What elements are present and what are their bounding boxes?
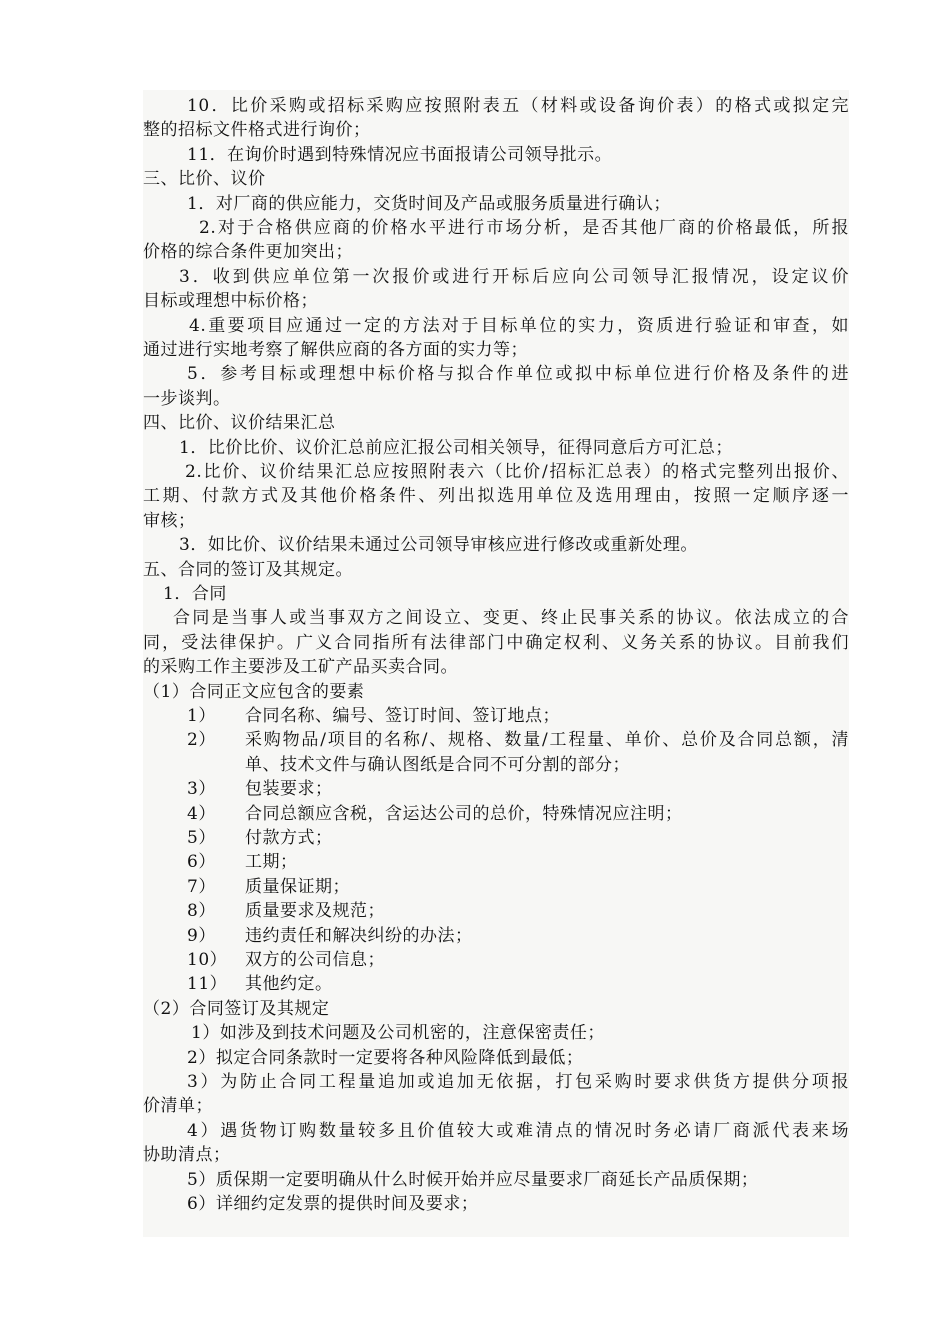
text-line — [143, 655, 849, 679]
text-line — [143, 1094, 849, 1118]
item-text: 工期； — [245, 852, 298, 873]
line-text: （1）合同正文应包含的要素 — [143, 681, 365, 702]
item-number: 3） — [187, 779, 216, 800]
line-text: 四、比价、议价结果汇总 — [143, 413, 336, 434]
line-text: 五、合同的签订及其规定。 — [143, 559, 353, 580]
line-text: 同，受法律保护。广义合同指所有法律部门中确定权利、义务关系的协议。目前我们 — [143, 632, 849, 653]
text-line — [143, 997, 849, 1021]
item-number: 9） — [187, 925, 216, 946]
line-text: 3．收到供应单位第一次报价或进行开标后应向公司领导汇报情况，设定议价 — [179, 266, 849, 287]
text-line — [143, 143, 849, 167]
line-text: 3）为防止合同工程量追加或追加无依据，打包采购时要求供货方提供分项报 — [187, 1072, 849, 1092]
text-line — [143, 216, 849, 240]
item-number: 2） — [187, 730, 216, 751]
text-line — [143, 558, 849, 582]
line-text: 1）如涉及到技术问题及公司机密的，注意保密责任； — [191, 1023, 605, 1044]
text-line — [143, 509, 849, 533]
line-text: 价清单； — [143, 1096, 213, 1117]
line-text: 2.比价、议价结果汇总应按照附表六（比价/招标汇总表）的格式完整列出报价、 — [185, 462, 849, 482]
item-number: 11） — [187, 974, 228, 995]
text-line — [143, 802, 849, 826]
line-text: 1．合同 — [163, 584, 227, 604]
text-line — [143, 1143, 849, 1167]
item-text: 质量要求及规范； — [245, 901, 385, 922]
text-line — [143, 1192, 849, 1216]
text-line — [143, 94, 849, 118]
text-line — [143, 704, 849, 728]
text-line — [143, 240, 849, 264]
text-line — [143, 753, 849, 777]
item-number: 5） — [187, 828, 216, 848]
text-line — [143, 924, 849, 948]
line-text: 2.对于合格供应商的价格水平进行市场分析，是否其他厂商的价格最低，所报 — [199, 218, 849, 238]
item-number: 7） — [187, 876, 216, 897]
text-line — [143, 436, 849, 460]
text-line — [143, 582, 849, 606]
text-line — [143, 1021, 849, 1045]
line-text: 一步谈判。 — [143, 388, 231, 409]
line-text: 4）遇货物订购数量较多且价值较大或难清点的情况时务必请厂商派代表来场 — [187, 1120, 849, 1141]
item-number: 1） — [187, 706, 216, 726]
line-text: 1．对厂商的供应能力，交货时间及产品或服务质量进行确认； — [187, 193, 671, 214]
text-line — [143, 972, 849, 996]
line-text: 1．比价比价、议价汇总前应汇报公司相关领导，征得同意后方可汇总； — [179, 437, 733, 458]
line-text: 价格的综合条件更加突出； — [143, 242, 353, 263]
text-line — [143, 192, 849, 216]
line-text: 3．如比价、议价结果未通过公司领导审核应进行修改或重新处理。 — [179, 535, 698, 556]
text-line — [143, 167, 849, 191]
line-text: 三、比价、议价 — [143, 169, 266, 190]
line-text: 单、技术文件与确认图纸是合同不可分割的部分； — [245, 754, 630, 775]
text-line — [143, 314, 849, 338]
item-text: 付款方式； — [245, 828, 333, 848]
item-text: 双方的公司信息； — [245, 950, 385, 970]
text-line — [143, 1070, 849, 1094]
line-text: 工期、付款方式及其他价格条件、列出拟选用单位及选用理由，按照一定顺序逐一 — [143, 486, 849, 507]
document-page — [143, 90, 849, 1237]
text-line — [143, 875, 849, 899]
text-line — [143, 606, 849, 630]
item-number: 10） — [187, 950, 228, 970]
text-line — [143, 484, 849, 508]
text-line — [143, 948, 849, 972]
line-text: 4.重要项目应通过一定的方法对于目标单位的实力，资质进行验证和审查，如 — [189, 315, 849, 336]
line-text: 5．参考目标或理想中标价格与拟合作单位或拟中标单位进行价格及条件的进 — [187, 364, 849, 385]
text-line — [143, 899, 849, 923]
line-text: 的采购工作主要涉及工矿产品买卖合同。 — [143, 657, 458, 678]
text-line — [143, 631, 849, 655]
text-line — [143, 777, 849, 801]
item-text: 包装要求； — [245, 779, 333, 800]
text-line — [143, 265, 849, 289]
line-text: 整的招标文件格式进行询价； — [143, 120, 371, 141]
text-line — [143, 850, 849, 874]
line-text: 协助清点； — [143, 1145, 231, 1166]
item-number: 8） — [187, 901, 216, 922]
line-text: 10．比价采购或招标采购应按照附表五（材料或设备询价表）的格式或拟定完 — [187, 96, 849, 116]
text-line — [143, 460, 849, 484]
line-text: 审核； — [143, 510, 196, 531]
text-line — [143, 826, 849, 850]
line-text: 2）拟定合同条款时一定要将各种风险降低到最低； — [187, 1047, 584, 1068]
text-line — [143, 289, 849, 313]
text-line — [143, 1046, 849, 1070]
text-line — [143, 118, 849, 142]
line-text: 通过进行实地考察了解供应商的各方面的实力等； — [143, 340, 528, 360]
item-number: 4） — [187, 803, 216, 824]
item-text: 违约责任和解决纠纷的办法； — [245, 925, 473, 946]
text-line — [143, 387, 849, 411]
text-line — [143, 362, 849, 386]
line-text: （2）合同签订及其规定 — [143, 998, 330, 1019]
line-text: 11．在询价时遇到特殊情况应书面报请公司领导批示。 — [187, 144, 613, 165]
text-line — [143, 533, 849, 557]
line-text: 合同是当事人或当事双方之间设立、变更、终止民事关系的协议。依法成立的合 — [173, 608, 849, 629]
line-text: 5）质保期一定要明确从什么时候开始并应尽量要求厂商延长产品质保期； — [187, 1169, 759, 1190]
text-line — [143, 680, 849, 704]
line-text: 6）详细约定发票的提供时间及要求； — [187, 1194, 479, 1214]
item-text: 采购物品/项目的名称/、规格、数量/工程量、单价、总价及合同总额，清 — [245, 730, 849, 751]
item-text: 其他约定。 — [245, 974, 333, 995]
item-text: 合同名称、编号、签订时间、签订地点； — [245, 706, 560, 726]
line-text: 目标或理想中标价格； — [143, 291, 318, 312]
text-line — [143, 411, 849, 435]
item-text: 合同总额应含税，含运达公司的总价，特殊情况应注明； — [245, 803, 683, 824]
text-line — [143, 1168, 849, 1192]
text-line — [143, 1119, 849, 1143]
item-number: 6） — [187, 852, 216, 873]
text-line — [143, 338, 849, 362]
item-text: 质量保证期； — [245, 876, 350, 897]
text-line — [143, 728, 849, 752]
